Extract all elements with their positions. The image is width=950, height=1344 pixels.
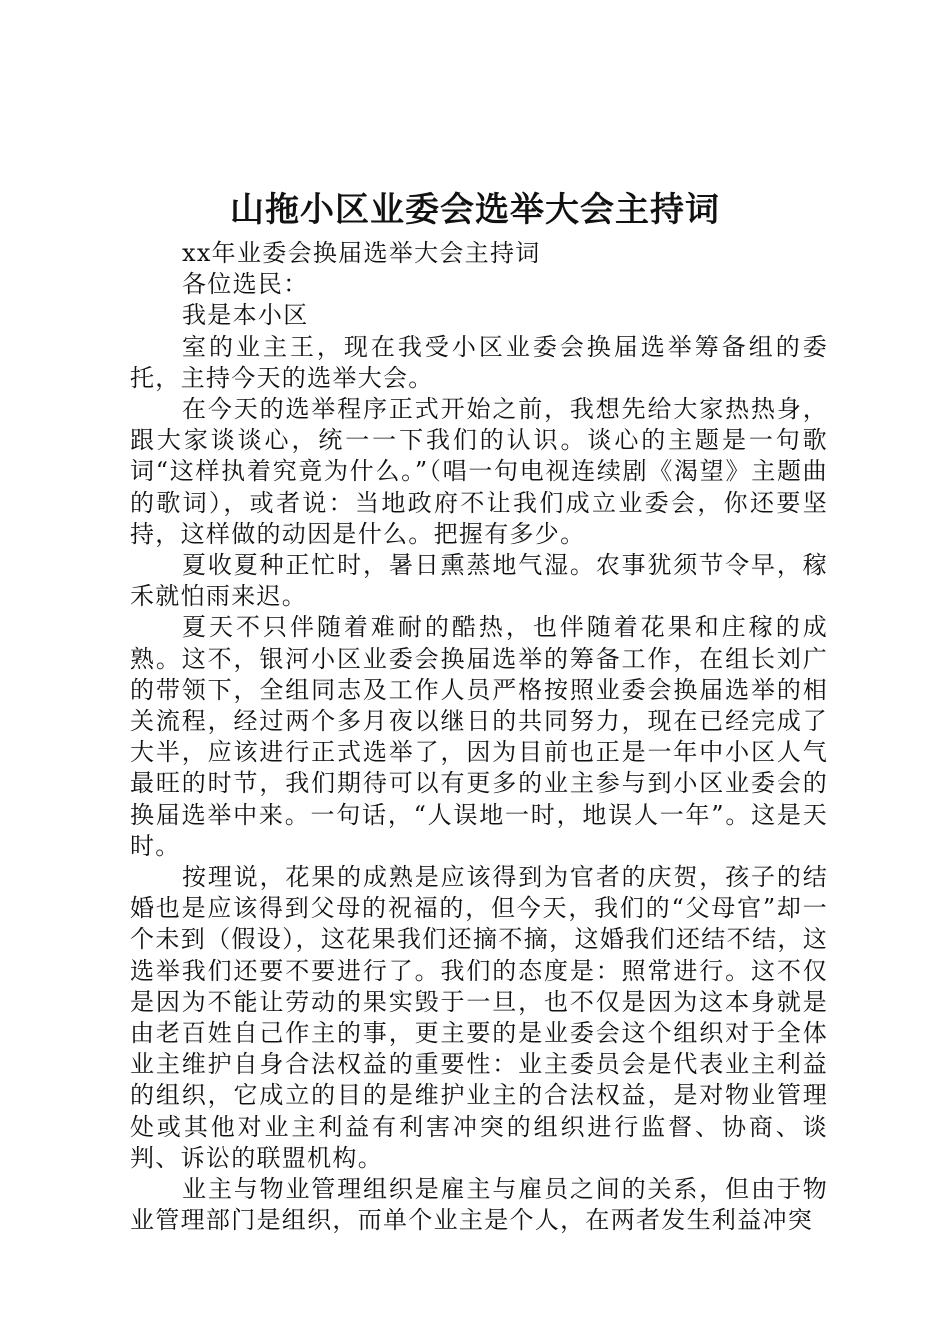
- body-paragraph: xx年业委会换届选举大会主持词: [182, 239, 541, 267]
- body-paragraph: 在今天的选举程序正式开始之前，我想先给大家热热身，跟大家谈谈心，统一一下我们的认识。谈心的主题是一句歌词“这样执着究竟为什么。”（唱一句电视连续剧《渴望》主题曲的歌词），或者说：当地政府不让我们成立业委会，你还要坚持，这样做的动因是什么。把握有多少。: [130, 395, 828, 548]
- document-body: [130, 238, 828, 1237]
- body-paragraph: 夏天不只伴随着难耐的酷热，也伴随着花果和庄稼的成熟。这不，银河小区业委会换届选举的筹备工作，在组长刘广的带领下，全组同志及工作人员严格按照业委会换届选举的相关流程，经过两个多月夜以继日的共同努力，现在已经完成了大半，应该进行正式选举了，因为目前也正是一年中小区人气最旺的时节，我们期待可以有更多的业主参与到小区业委会的换届选举中来。一句话，“人误地一时，地误人一年”。这是天时。: [130, 613, 828, 860]
- body-paragraph: 各位选民：: [182, 270, 309, 299]
- body-paragraph: 按理说，花果的成熟是应该得到为官者的庆贺，孩子的结婚也是应该得到父母的祝福的，但今天，我们的“父母官”却一个未到（假设），这花果我们还摘不摘，这婚我们还结不结，这选举我们还要不要进行了。我们的态度是：照常进行。这不仅是因为不能让劳动的果实毁于一旦，也不仅是因为这本身就是由老百姓自己作主的事，更主要的是业委会这个组织对于全体业主维护自身合法权益的重要性：业主委员会是代表业主利益的组织，它成立的目的是维护业主的合法权益，是对物业管理处或其他对业主利益有利害冲突的组织进行监督、协商、谈判、诉讼的联盟机构。: [130, 863, 828, 1172]
- body-paragraph: 业主与物业管理组织是雇主与雇员之间的关系，但由于物业管理部门是组织，而单个业主是个人，在两者发生利益冲突: [130, 1175, 828, 1235]
- body-paragraph: 室的业主王，现在我受小区业委会换届选举筹备组的委托，主持今天的选举大会。: [130, 332, 828, 392]
- document-title: 山拖小区业委会选举大会主持词: [230, 190, 720, 230]
- body-paragraph: 我是本小区: [182, 301, 309, 330]
- body-paragraph: 夏收夏种正忙时，暑日熏蒸地气湿。农事犹须节令早，稼禾就怕雨来迟。: [130, 551, 828, 611]
